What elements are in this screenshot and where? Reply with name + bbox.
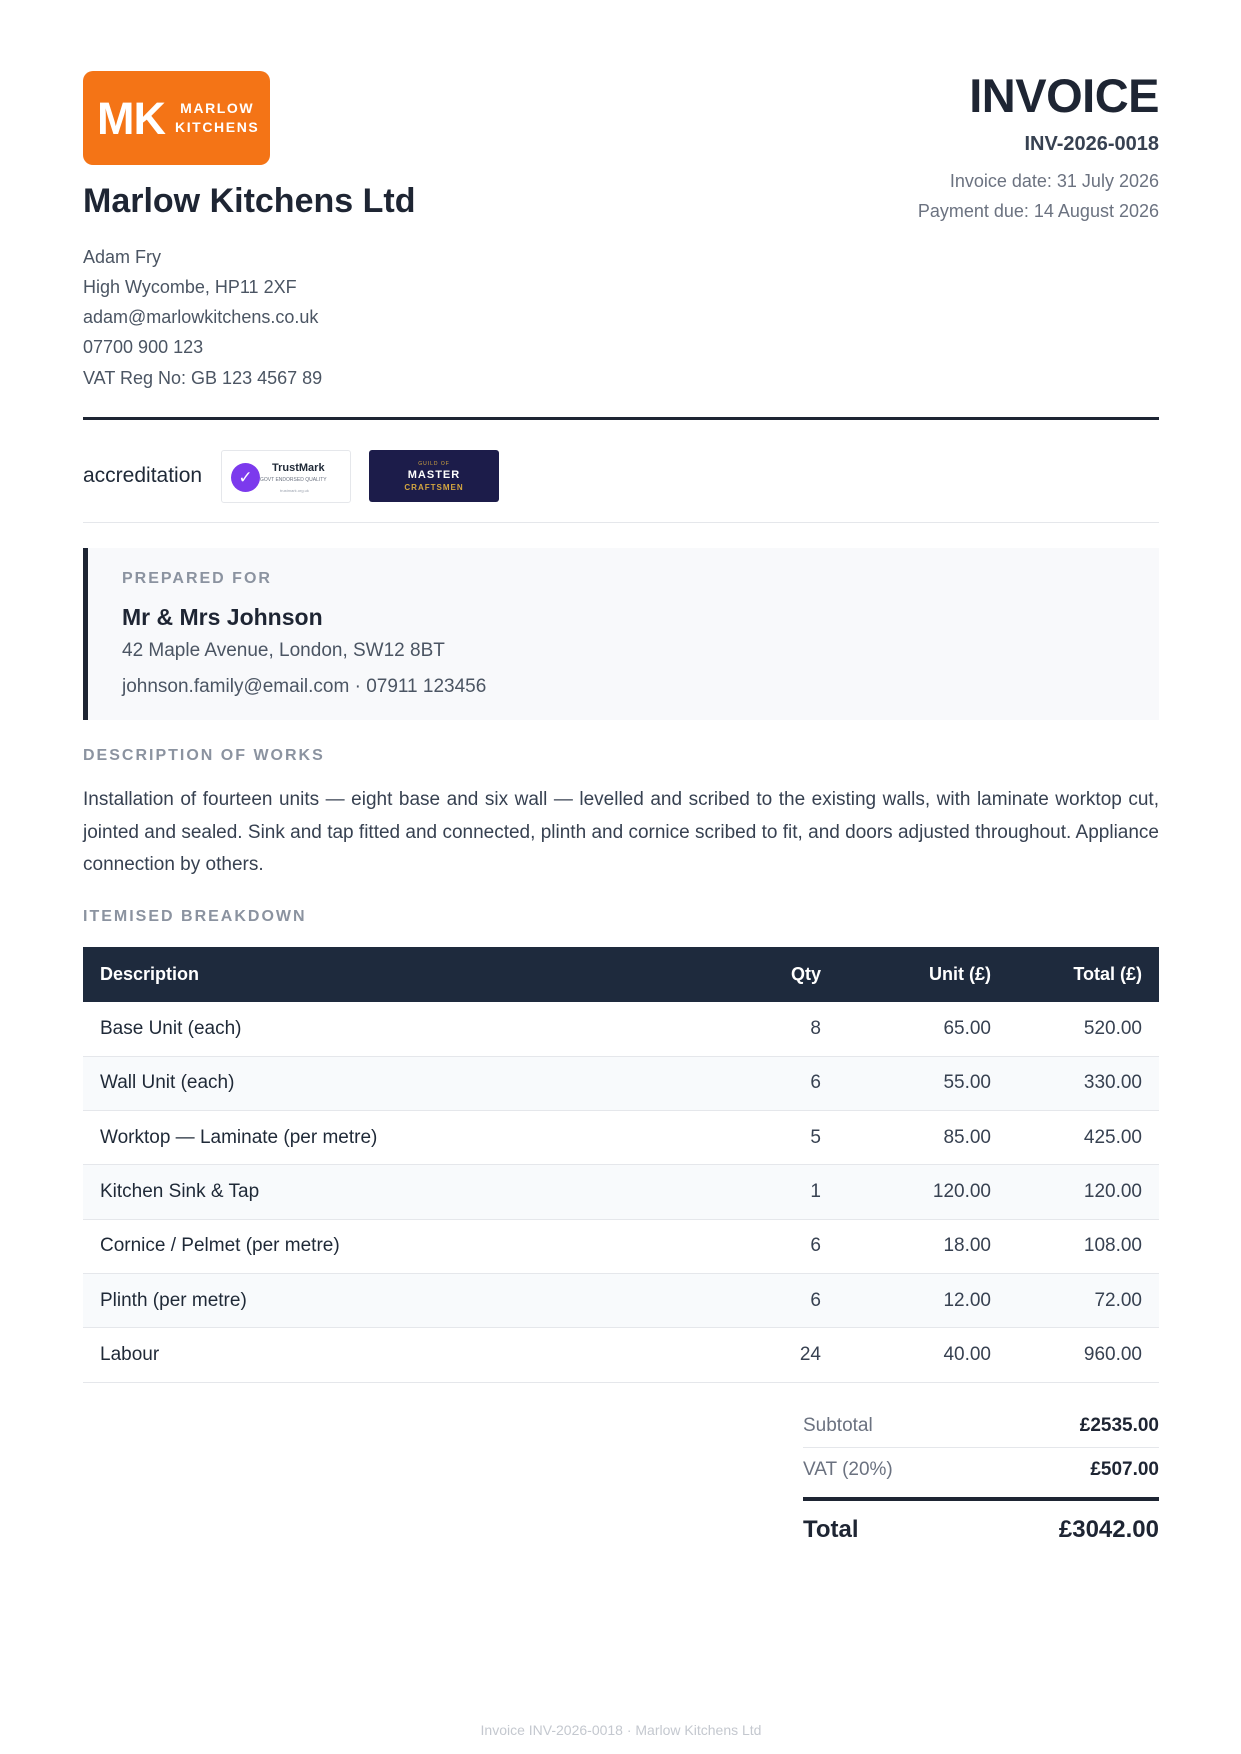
invoice-page — [83, 0, 1159, 1754]
company-email: adam@marlowkitchens.co.uk — [83, 307, 319, 327]
invoice-dates — [918, 166, 1159, 226]
subtotal-row — [803, 1405, 1159, 1448]
total-label: Total — [803, 1516, 859, 1543]
cell-unit: 12.00 — [838, 1273, 1008, 1327]
grand-total-row — [803, 1497, 1159, 1555]
guild-badge — [369, 450, 499, 502]
payment-due: Payment due: 14 August 2026 — [917, 201, 1159, 221]
company-phone: 07700 900 123 — [83, 337, 204, 357]
cell-total: 72.00 — [1008, 1273, 1159, 1327]
client-address: 42 Maple Avenue, London, SW12 8BT — [122, 640, 445, 661]
trustmark-subtitle: GOVT ENDORSED QUALITY — [260, 477, 327, 483]
cell-unit: 85.00 — [838, 1111, 1008, 1165]
cell-description: Labour — [83, 1328, 683, 1382]
cell-unit: 55.00 — [838, 1056, 1008, 1110]
total-value: £3042.00 — [1058, 1516, 1159, 1543]
totals-block — [803, 1405, 1159, 1555]
cell-total: 520.00 — [1008, 1002, 1159, 1056]
cell-description: Wall Unit (each) — [83, 1056, 683, 1110]
guild-line2: MASTER — [407, 469, 461, 481]
header-divider — [83, 417, 1159, 420]
cell-unit: 40.00 — [838, 1328, 1008, 1382]
cell-qty: 6 — [683, 1273, 838, 1327]
client-contact: johnson.family@email.com · 07911 123456 — [122, 676, 487, 697]
invoice-number: INV-2026-0018 — [1024, 133, 1159, 155]
cell-total: 120.00 — [1008, 1165, 1159, 1219]
cell-total: 108.00 — [1008, 1219, 1159, 1273]
table-row — [83, 1002, 1159, 1056]
itemised-table — [83, 947, 1159, 1383]
cell-qty: 6 — [683, 1219, 838, 1273]
trustmark-url: trustmark.org.uk — [280, 488, 309, 493]
table-row — [83, 1219, 1159, 1273]
trustmark-name: TrustMark — [272, 462, 325, 474]
prepared-for-box — [83, 548, 1159, 720]
cell-qty: 8 — [683, 1002, 838, 1056]
cell-qty: 24 — [683, 1328, 838, 1382]
prepared-for-label: PREPARED FOR — [122, 570, 272, 587]
cell-total: 330.00 — [1008, 1056, 1159, 1110]
cell-description: Plinth (per metre) — [83, 1273, 683, 1327]
table-row — [83, 1111, 1159, 1165]
cell-qty: 1 — [683, 1165, 838, 1219]
works-description: Installation of fourteen units — eight base and six wall — levelled and scribed to the existing walls, with laminate worktop cut, jointed and sealed. Sink and tap fitted and connected, plinth and cornice scribed to fit, and doors adjusted throughout. Appliance connection by others. — [83, 789, 1159, 875]
accreditation-divider — [83, 522, 1159, 523]
cell-description: Worktop — Laminate (per metre) — [83, 1111, 683, 1165]
trustmark-badge — [221, 450, 351, 503]
company-name: Marlow Kitchens Ltd — [83, 182, 416, 220]
works-heading: DESCRIPTION OF WORKS — [83, 747, 325, 764]
logo-wordmark — [175, 99, 259, 137]
table-row — [83, 1056, 1159, 1110]
column-header-total: Total (£) — [1008, 947, 1159, 1002]
accreditation-label: accreditation — [83, 464, 203, 487]
cell-description: Kitchen Sink & Tap — [83, 1165, 683, 1219]
cell-total: 425.00 — [1008, 1111, 1159, 1165]
column-header-qty: Qty — [683, 947, 838, 1002]
subtotal-value: £2535.00 — [1079, 1415, 1159, 1436]
cell-unit: 18.00 — [838, 1219, 1008, 1273]
company-location: High Wycombe, HP11 2XF — [83, 277, 297, 297]
vat-row — [803, 1448, 1159, 1491]
cell-unit: 65.00 — [838, 1002, 1008, 1056]
logo-initials: MK — [97, 92, 165, 144]
cell-qty: 6 — [683, 1056, 838, 1110]
invoice-date: Invoice date: 31 July 2026 — [949, 171, 1159, 191]
vat-value: £507.00 — [1090, 1458, 1159, 1480]
page-footer: Invoice INV-2026-0018 · Marlow Kitchens Ltd — [480, 1722, 762, 1738]
company-details — [83, 242, 318, 362]
breakdown-heading: ITEMISED BREAKDOWN — [83, 908, 307, 925]
table-row — [83, 1165, 1159, 1219]
cell-description: Base Unit (each) — [83, 1002, 683, 1056]
cell-unit: 120.00 — [838, 1165, 1008, 1219]
company-logo — [83, 71, 270, 165]
cell-total: 960.00 — [1008, 1328, 1159, 1382]
invoice-title: INVOICE — [969, 69, 1159, 122]
logo-name-line1: MARLOW — [180, 100, 255, 116]
table-header-row — [83, 947, 1159, 1002]
guild-line3: CRAFTSMEN — [404, 483, 464, 492]
vat-registration: VAT Reg No: GB 123 4567 89 — [83, 368, 323, 388]
subtotal-label: Subtotal — [803, 1415, 873, 1436]
guild-line1: GUILD OF — [418, 461, 450, 467]
column-header-description: Description — [83, 947, 683, 1002]
table-row — [83, 1273, 1159, 1327]
company-contact-name: Adam Fry — [83, 247, 162, 267]
column-header-unit: Unit (£) — [838, 947, 1008, 1002]
client-name: Mr & Mrs Johnson — [122, 604, 323, 630]
logo-name-line2: KITCHENS — [174, 119, 260, 135]
check-circle-icon: ✓ — [231, 463, 260, 492]
cell-description: Cornice / Pelmet (per metre) — [83, 1219, 683, 1273]
table-row — [83, 1328, 1159, 1382]
cell-qty: 5 — [683, 1111, 838, 1165]
vat-label: VAT (20%) — [803, 1458, 893, 1480]
